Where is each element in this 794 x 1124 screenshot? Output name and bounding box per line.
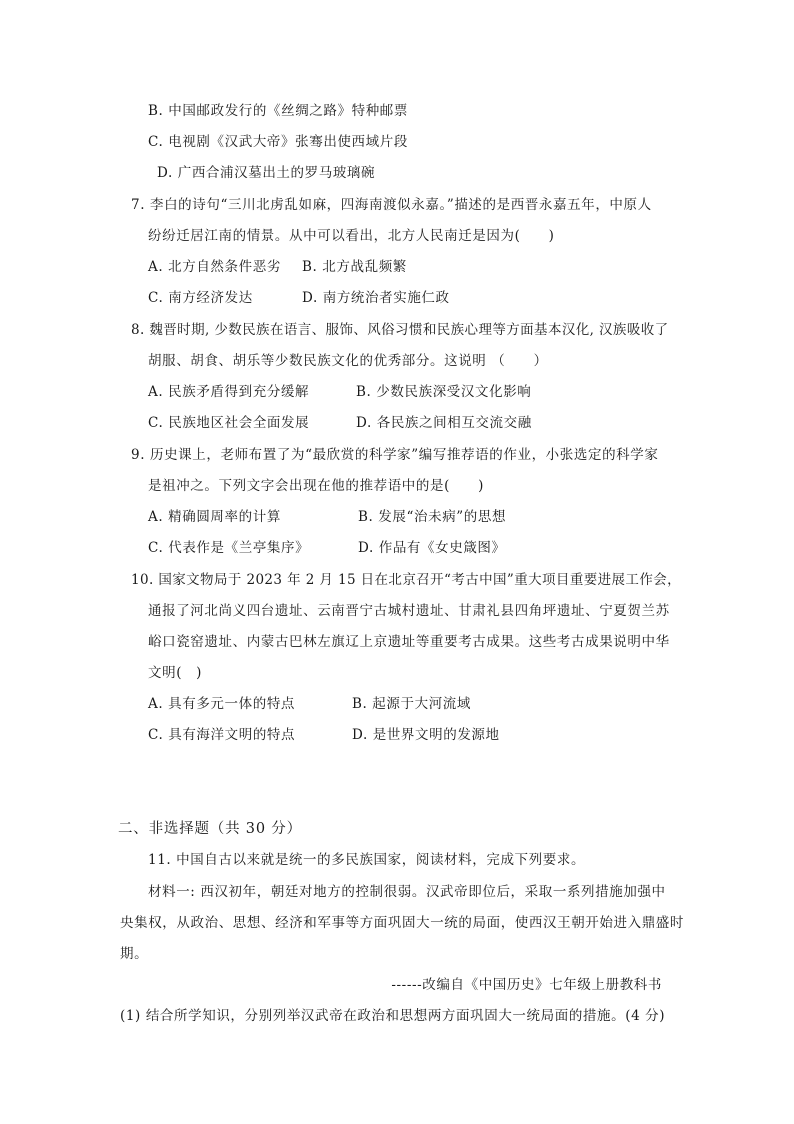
q11-material1-line1: 材料一: 西汉初年，朝廷对地方的控制很弱。汉武帝即位后，采取一系列措施加强中 [148,884,666,900]
q10-option-d: D. 是世界文明的发源地 [352,727,500,743]
q7-option-a: A. 北方自然条件恶劣 [148,259,281,275]
q10-option-a: A. 具有多元一体的特点 [148,696,296,712]
q8-stem-line2: 胡服、胡食、胡乐等少数民族文化的优秀部分。这说明 （ ） [148,353,548,369]
q7-stem-line2: 纷纷迁居江南的情景。从中可以看出，北方人民南迁是因为( ) [148,228,555,244]
q9-stem-line2: 是祖冲之。下列文字会出现在他的推荐语中的是( ) [148,478,485,494]
q10-stem-line4: 文明( ) [148,665,203,681]
q10-stem-line3: 峪口瓷窑遗址、内蒙古巴林左旗辽上京遗址等重要考古成果。这些考古成果说明中华 [148,634,670,650]
q9-stem-line1: 9. 历史课上，老师布置了为“最欣赏的科学家”编写推荐语的作业，小张选定的科学家 [131,447,659,463]
q11-material1-source: ------改编自《中国历史》七年级上册教科书 [391,977,662,993]
q6-option-d: D. 广西合浦汉墓出土的罗马玻璃碗 [157,165,376,181]
q11-material1-line3: 期。 [120,946,149,962]
q9-option-c: C. 代表作是《兰亭集序》 [148,540,310,556]
q10-stem-line1: 10. 国家文物局于 2023 年 2 月 15 日在北京召开“考古中国”重大项目重要进展工作会， [131,572,682,588]
q7-option-d: D. 南方统治者实施仁政 [302,290,450,306]
q6-option-b: B. 中国邮政发行的《丝绸之路》特种邮票 [148,103,409,119]
q7-option-c: C. 南方经济发达 [148,290,253,306]
q9-option-d: D. 作品有《女史箴图》 [358,540,506,556]
q8-option-a: A. 民族矛盾得到充分缓解 [148,384,310,400]
q7-option-b: B. 北方战乱频繁 [302,259,407,275]
section-2-title: 二、非选择题（共 30 分） [118,821,302,837]
q8-option-b: B. 少数民族深受汉文化影响 [356,384,532,400]
q10-option-b: B. 起源于大河流域 [352,696,472,712]
q8-option-c: C. 民族地区社会全面发展 [148,415,310,431]
q6-option-c: C. 电视剧《汉武大帝》张骞出使西域片段 [148,134,408,150]
q7-stem-line1: 7. 李白的诗句“三川北虏乱如麻，四海南渡似永嘉。”描述的是西晋永嘉五年，中原人 [131,197,652,213]
q9-option-a: A. 精确圆周率的计算 [148,509,281,525]
q11-subquestion-1: (1) 结合所学知识，分别列举汉武帝在政治和思想两方面巩固大一统局面的措施。(4 分) [120,1008,666,1024]
q9-option-b: B. 发展“治未病”的思想 [358,509,507,525]
q8-option-d: D. 各民族之间相互交流交融 [356,415,532,431]
q10-stem-line2: 通报了河北尚义四台遗址、云南晋宁古城村遗址、甘肃礼县四角坪遗址、宁夏贺兰苏 [148,603,670,619]
q11-stem: 11. 中国自古以来就是统一的多民族国家，阅读材料，完成下列要求。 [148,852,586,868]
q11-material1-line2: 央集权，从政治、思想、经济和军事等方面巩固大一统的局面，使西汉王朝开始进入鼎盛时 [120,915,684,931]
q10-option-c: C. 具有海洋文明的特点 [148,727,296,743]
q8-stem-line1: 8. 魏晋时期, 少数民族在语言、服饰、风俗习惯和民族心理等方面基本汉化, 汉族吸收了 [131,322,669,338]
